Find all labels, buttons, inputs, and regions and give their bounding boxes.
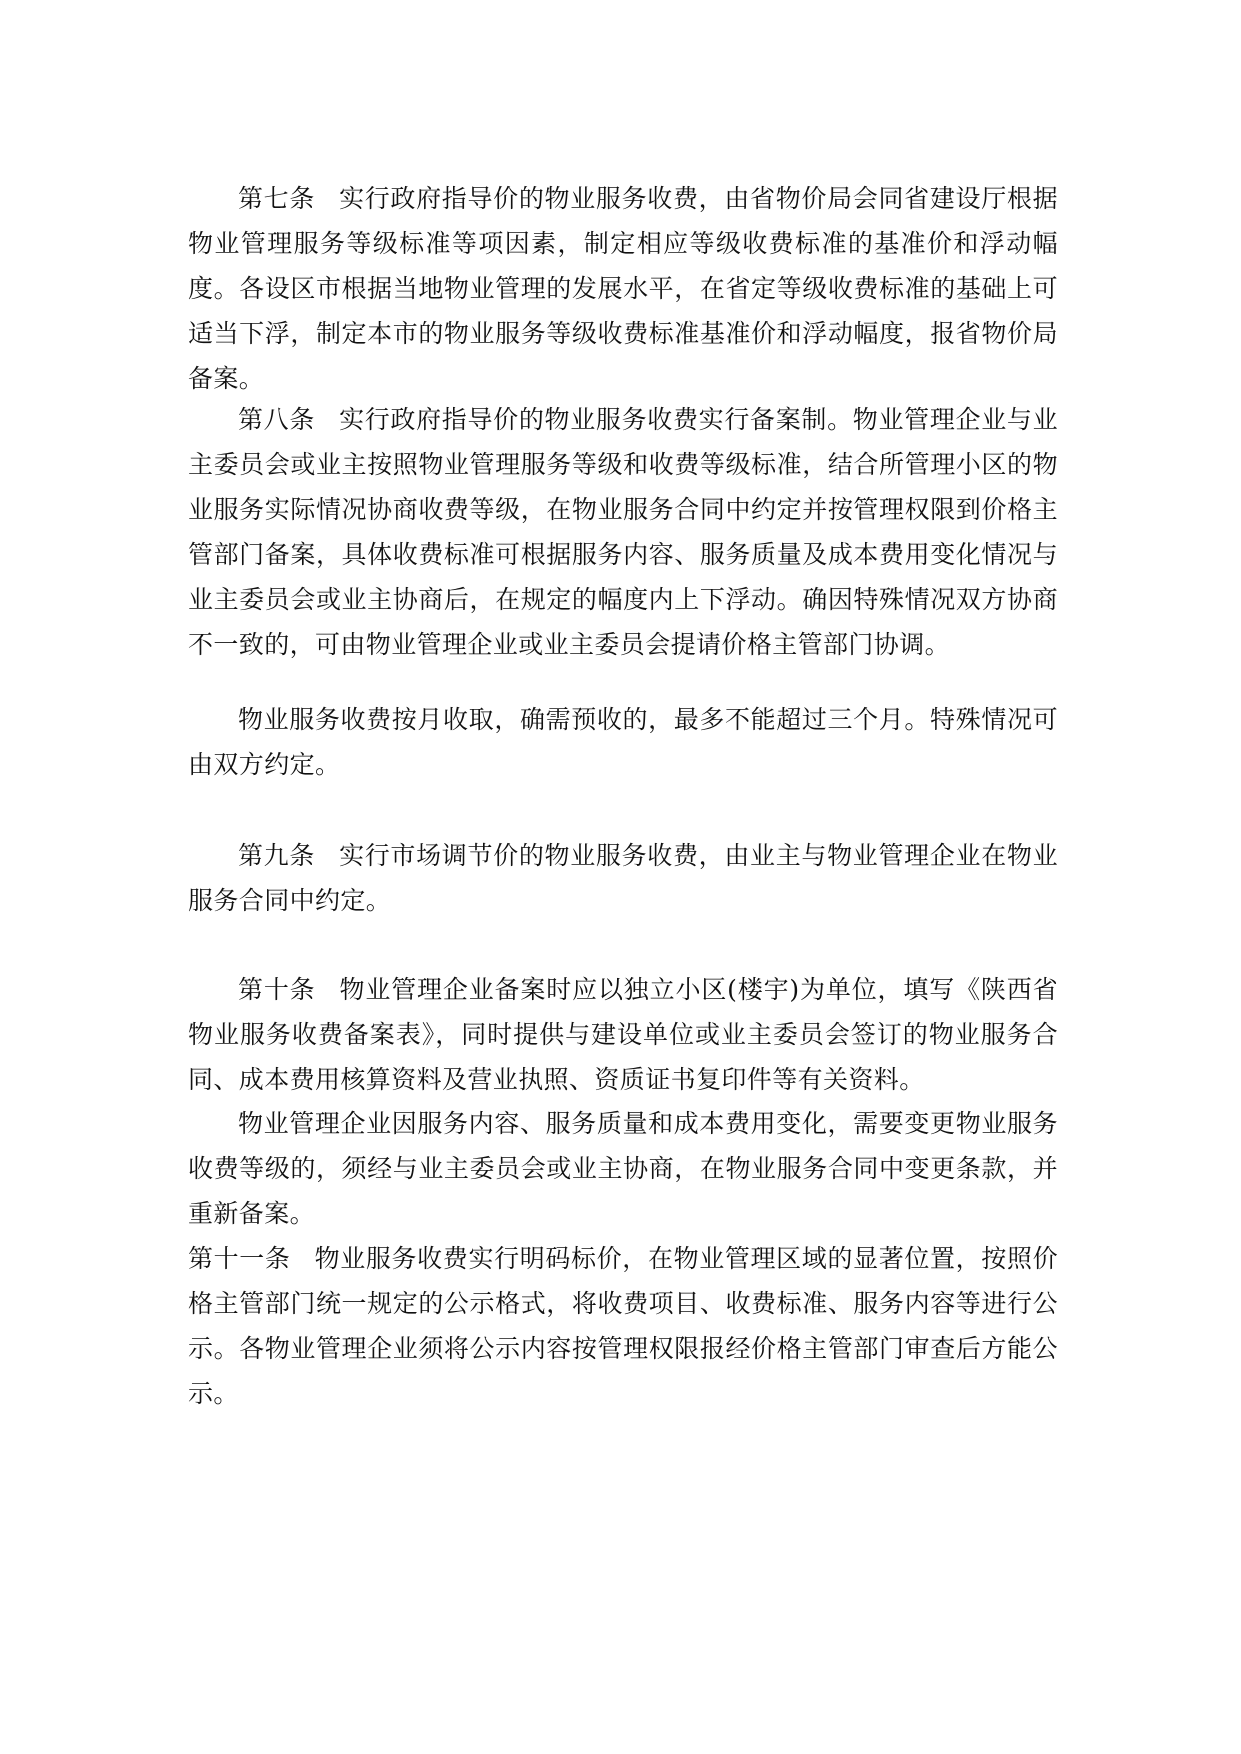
article-7-paragraph [188, 176, 1058, 401]
article-number: 第九条 [238, 841, 316, 870]
article-10-paragraph [188, 967, 1058, 1102]
article-text: 实行政府指导价的物业服务收费，由省物价局会同省建设厅根据物业管理服务等级标准等项因素，制定相应等级收费标准的基准价和浮动幅度。各设区市根据当地物业管理的发展水平，在省定等级收费标准的基础上可适当下浮，制定本市的物业服务等级收费标准基准价和浮动幅度，报省物价局备案。 [188, 184, 1058, 393]
article-text: 物业管理企业备案时应以独立小区(楼宇)为单位，填写《陕西省物业服务收费备案表》，同时提供与建设单位或业主委员会签订的物业服务合同、成本费用核算资料及营业执照、资质证书复印件等有关资料。 [188, 975, 1059, 1094]
article-number: 第十一条 [188, 1244, 291, 1273]
article-9-paragraph [188, 833, 1058, 923]
paragraph-text: 物业服务收费按月收取，确需预收的，最多不能超过三个月。特殊情况可由双方约定。 [188, 705, 1058, 779]
paragraph-text: 物业管理企业因服务内容、服务质量和成本费用变化，需要变更物业服务收费等级的，须经与业主委员会或业主协商，在物业服务合同中变更条款，并重新备案。 [188, 1109, 1058, 1228]
article-number: 第八条 [238, 405, 316, 434]
fee-collection-paragraph [188, 697, 1058, 787]
article-text: 实行政府指导价的物业服务收费实行备案制。物业管理企业与业主委员会或业主按照物业管理服务等级和收费等级标准，结合所管理小区的物业服务实际情况协商收费等级，在物业服务合同中约定并按管理权限到价格主管部门备案，具体收费标准可根据服务内容、服务质量及成本费用变化情况与业主委员会或业主协商后，在规定的幅度内上下浮动。确因特殊情况双方协商不一致的，可由物业管理企业或业主委员会提请价格主管部门协调。 [188, 405, 1058, 659]
article-text: 物业服务收费实行明码标价，在物业管理区域的显著位置，按照价格主管部门统一规定的公示格式，将收费项目、收费标准、服务内容等进行公示。各物业管理企业须将公示内容按管理权限报经价格主管部门审查后方能公示。 [188, 1244, 1058, 1408]
article-10-continuation-paragraph [188, 1101, 1058, 1236]
article-text: 实行市场调节价的物业服务收费，由业主与物业管理企业在物业服务合同中约定。 [188, 841, 1058, 915]
article-number: 第七条 [238, 184, 316, 213]
article-11-paragraph [188, 1236, 1058, 1416]
article-number: 第十条 [238, 975, 316, 1004]
article-8-paragraph [188, 397, 1058, 667]
